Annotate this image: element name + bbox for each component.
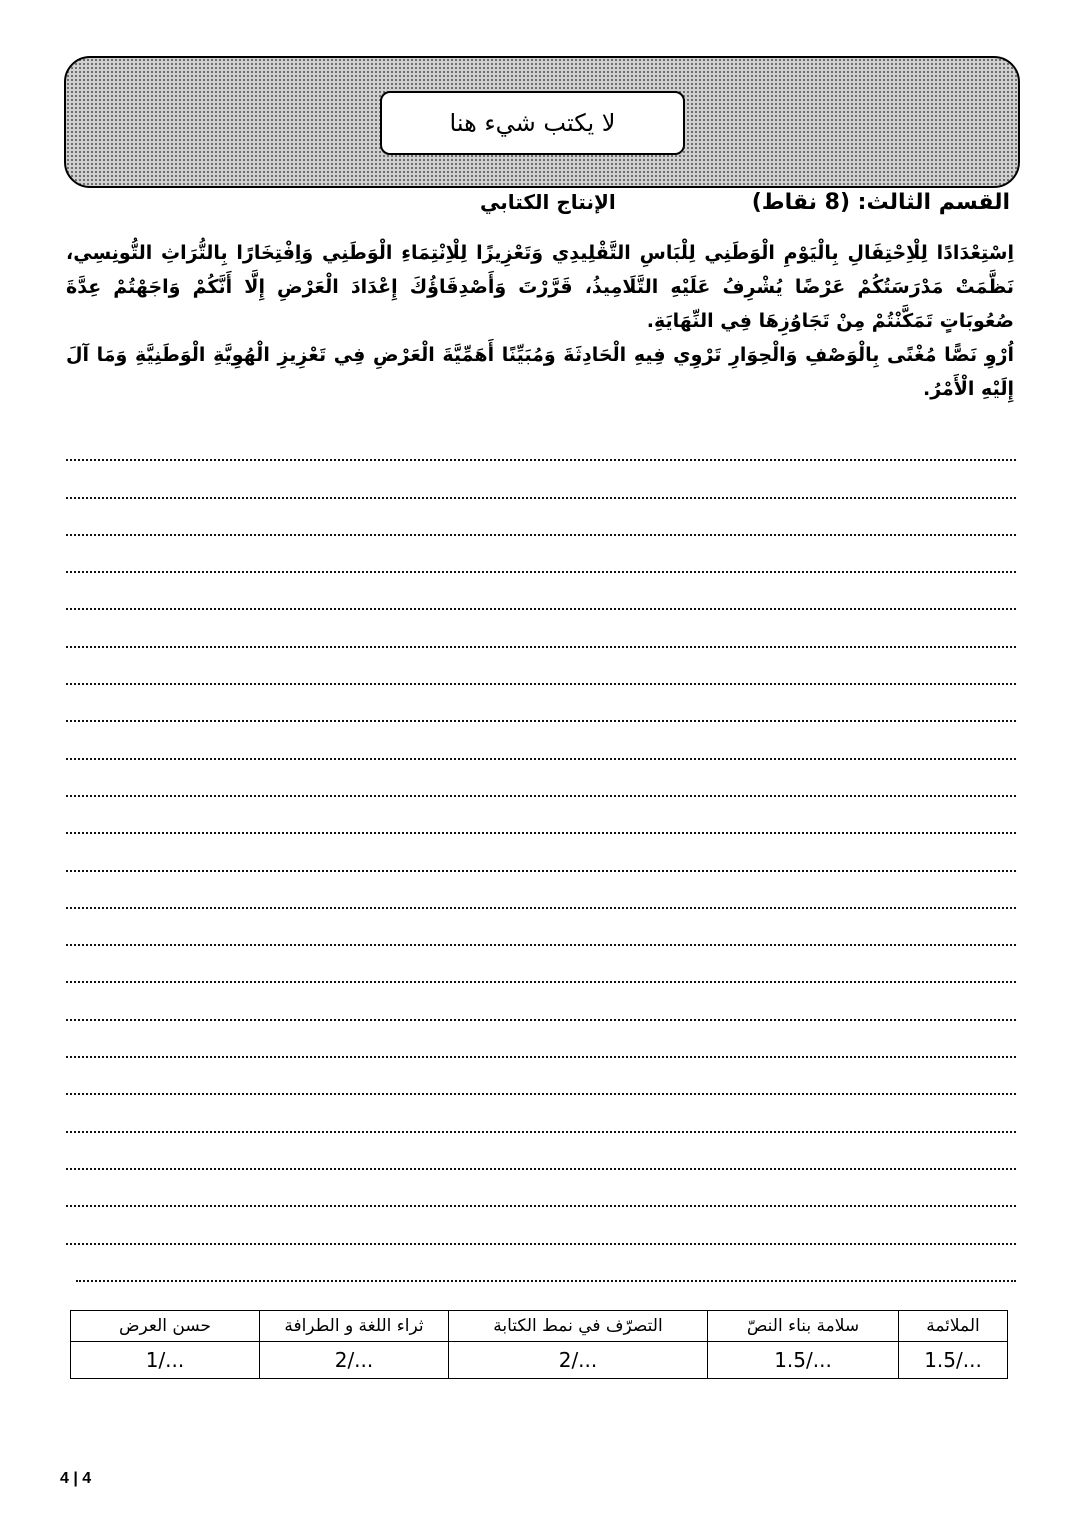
score-cell: 1.5/... bbox=[899, 1342, 1008, 1379]
writing-line[interactable] bbox=[66, 797, 1016, 834]
criterion-cell: سلامة بناء النصّ bbox=[708, 1311, 899, 1342]
writing-line[interactable] bbox=[66, 1058, 1016, 1095]
grading-table bbox=[70, 1310, 1008, 1379]
criteria-row bbox=[71, 1311, 1008, 1342]
writing-line[interactable] bbox=[66, 1207, 1016, 1244]
writing-line[interactable] bbox=[66, 573, 1016, 610]
writing-line[interactable] bbox=[66, 685, 1016, 722]
writing-line[interactable] bbox=[66, 499, 1016, 536]
writing-lines bbox=[66, 424, 1016, 1282]
writing-line[interactable] bbox=[66, 1095, 1016, 1132]
writing-line[interactable] bbox=[66, 1021, 1016, 1058]
criterion-cell: حسن العرض bbox=[71, 1311, 260, 1342]
writing-line[interactable] bbox=[66, 1133, 1016, 1170]
prompt-task: اُرْوِ نَصًّا مُغْنًى بِالْوَصْفِ وَالْحِوَارِ تَرْوِي فِيهِ الْحَادِثَةَ وَمُبَيِّنًا أَهَمِّيَّةَ الْعَرْضِ فِي تَعْزِيزِ الْهُوِيَّةِ الْوَطَنِيَّةِ وَمَا آلَ إِلَيْهِ الْأَمْرُ. bbox=[66, 344, 1014, 400]
criterion-cell: الملائمة bbox=[899, 1311, 1008, 1342]
writing-line[interactable] bbox=[66, 424, 1016, 461]
no-write-notice: لا يكتب شيء هنا bbox=[380, 91, 685, 155]
writing-line[interactable] bbox=[66, 834, 1016, 871]
writing-line[interactable] bbox=[76, 1245, 1016, 1282]
section-heading: القسم الثالث: (8 نقاط) bbox=[751, 190, 1010, 215]
writing-line[interactable] bbox=[66, 946, 1016, 983]
section-title: الإنتاج الكتابي bbox=[480, 190, 616, 214]
writing-line[interactable] bbox=[66, 983, 1016, 1020]
score-cell: 1.5/... bbox=[708, 1342, 899, 1379]
criterion-cell: ثراء اللغة و الطرافة bbox=[260, 1311, 449, 1342]
writing-line[interactable] bbox=[66, 1170, 1016, 1207]
writing-line[interactable] bbox=[66, 909, 1016, 946]
page-number: 4 | 4 bbox=[60, 1470, 92, 1487]
writing-prompt bbox=[66, 236, 1014, 406]
score-cell: 2/... bbox=[260, 1342, 449, 1379]
writing-line[interactable] bbox=[66, 648, 1016, 685]
score-row bbox=[71, 1342, 1008, 1379]
writing-line[interactable] bbox=[66, 872, 1016, 909]
prompt-context: اِسْتِعْدَادًا لِلْاِحْتِفَالِ بِالْيَوْمِ الْوَطَنِي لِلْبَاسِ التَّقْلِيدِي وَتَعْزِيزًا لِلْاِنْتِمَاءِ الْوَطَنِي وَاِفْتِخَارًا بِالتُّرَاثِ التُّونِسِي، نَظَّمَتْ مَدْرَسَتُكُمْ عَرْضًا يُشْرِفُ عَلَيْهِ التَّلَامِيذُ، قَرَّرْتَ وَأَصْدِقَاؤُكَ إِعْدَادَ الْعَرْضِ إِلَّا أَنَّكُمْ وَاجَهْتُمْ عِدَّةَ صُعُوبَاتٍ تَمَكَّنْتُمْ مِنْ تَجَاوُزِهَا فِي النِّهَايَةِ. bbox=[66, 242, 1014, 332]
writing-line[interactable] bbox=[66, 461, 1016, 498]
writing-line[interactable] bbox=[66, 760, 1016, 797]
score-cell: 2/... bbox=[449, 1342, 708, 1379]
writing-line[interactable] bbox=[66, 610, 1016, 647]
score-cell: 1/... bbox=[71, 1342, 260, 1379]
criterion-cell: التصرّف في نمط الكتابة bbox=[449, 1311, 708, 1342]
writing-line[interactable] bbox=[66, 536, 1016, 573]
writing-line[interactable] bbox=[66, 722, 1016, 759]
